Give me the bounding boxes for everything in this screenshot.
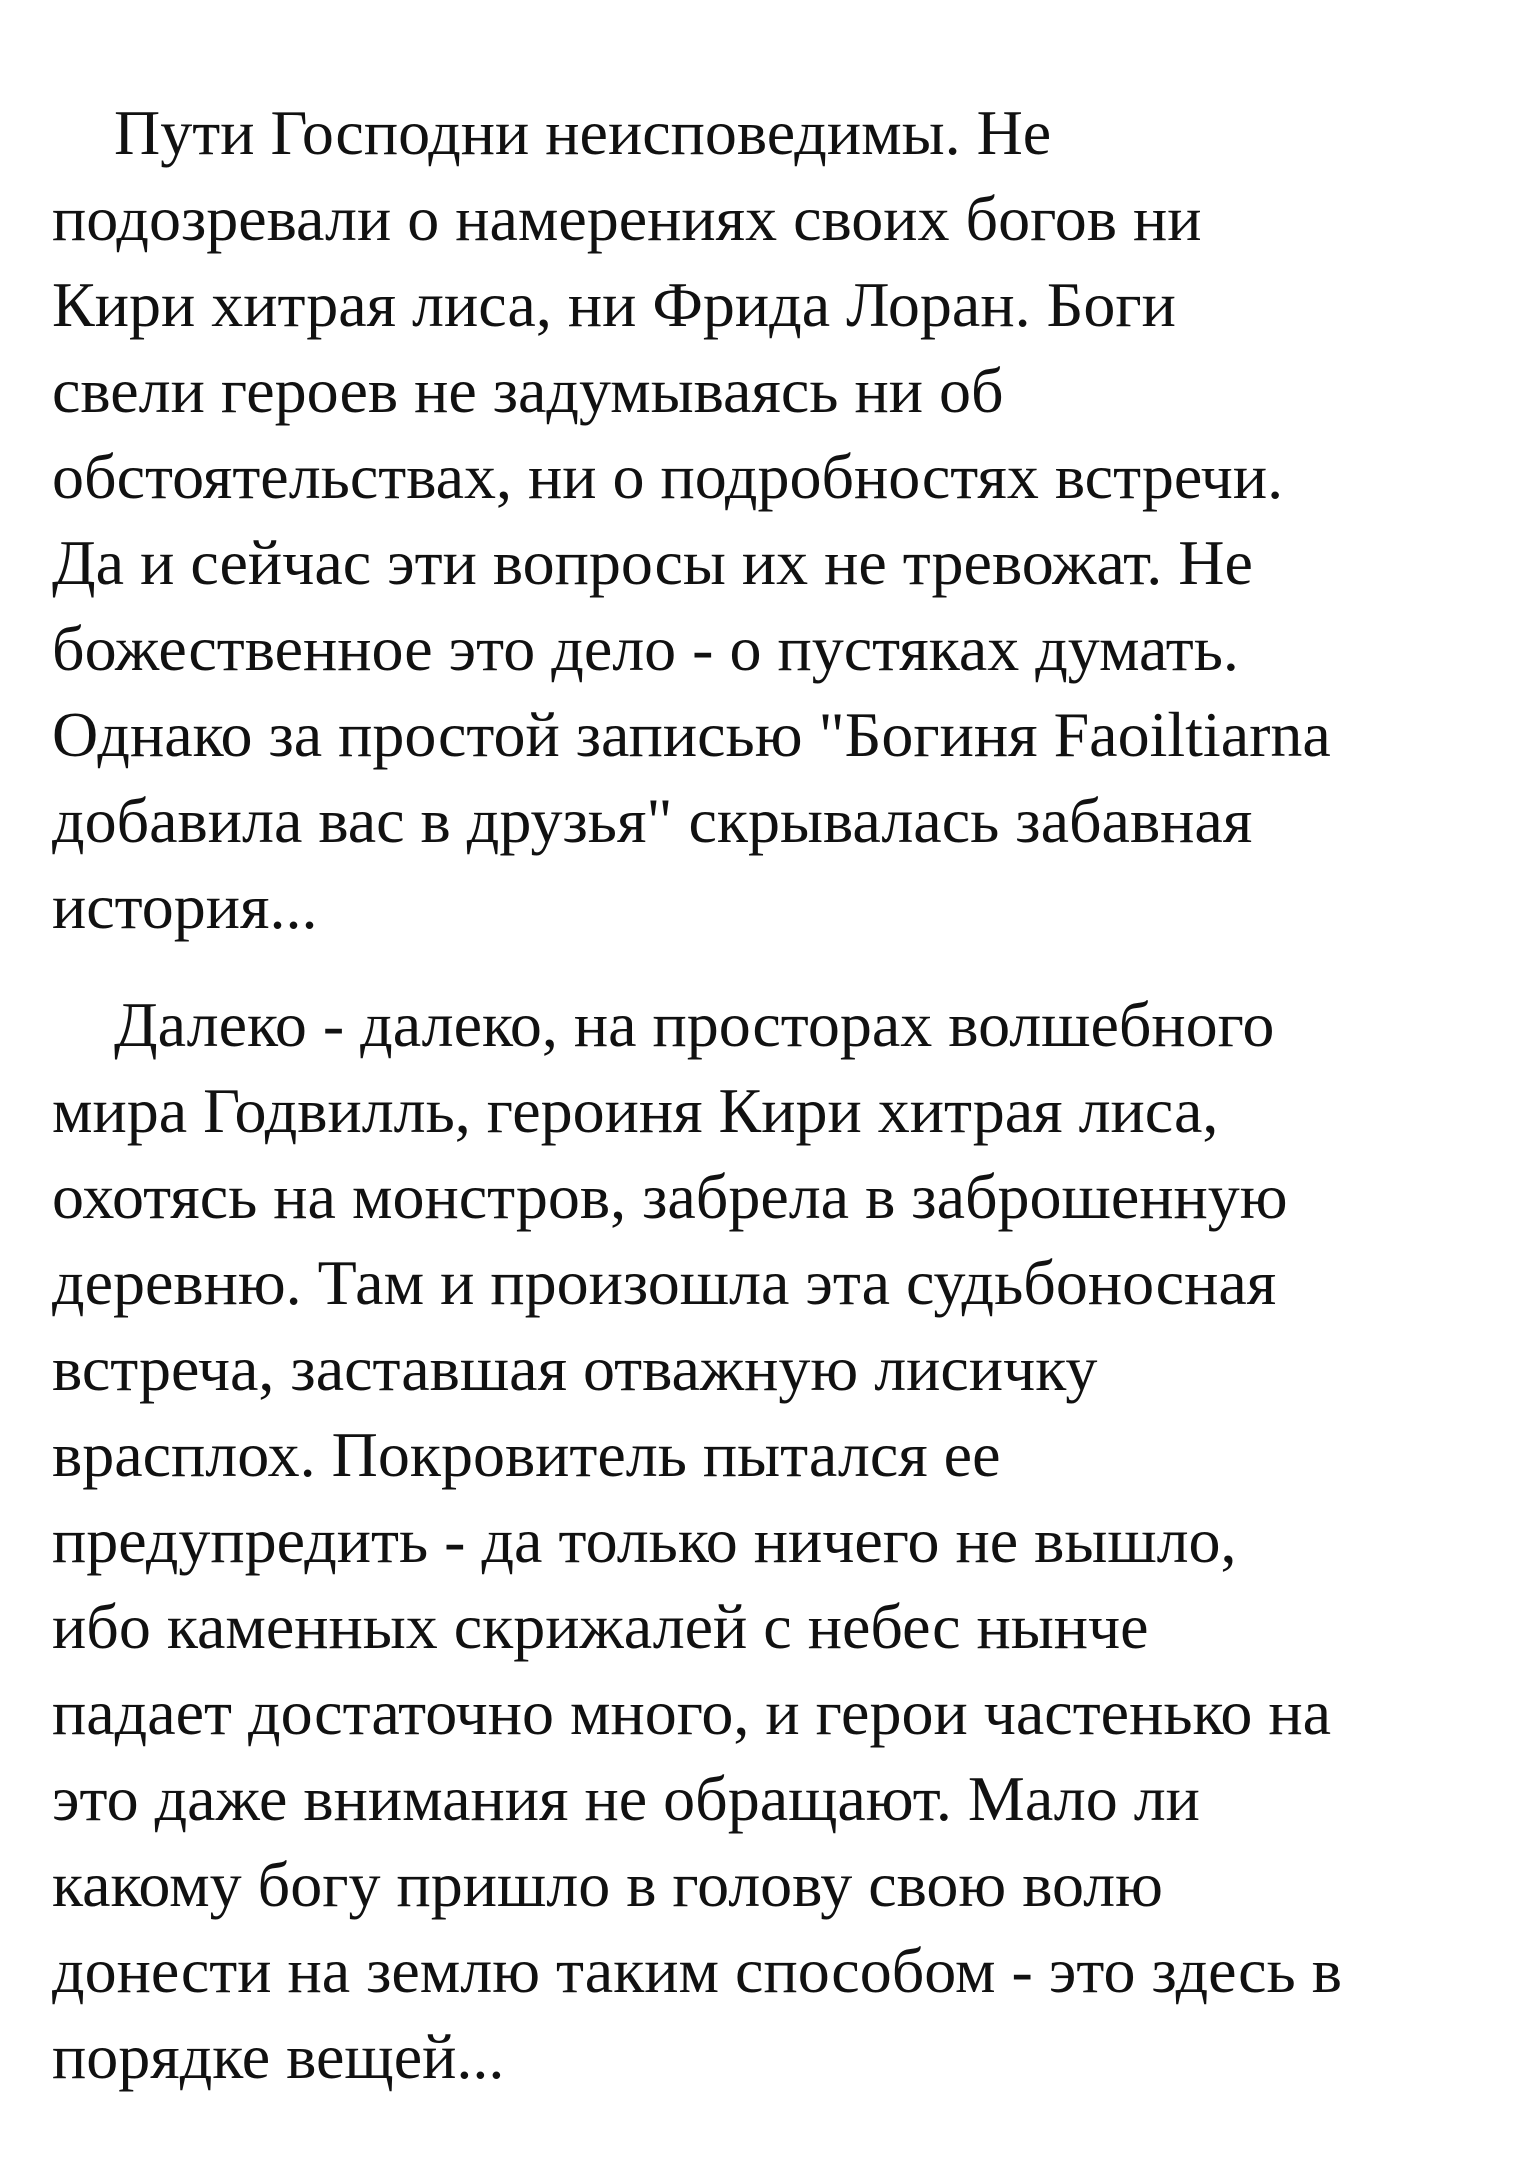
- text-line: Далеко - далеко, на просторах волшебного: [114, 989, 1275, 1060]
- text-line: порядке вещей...: [52, 2021, 505, 2092]
- text-line: деревню. Там и произошла эта судьбоносная: [52, 1247, 1277, 1318]
- text-line: добавила вас в друзья" скрывалась забавная: [52, 785, 1253, 856]
- text-line: подозревали о намерениях своих богов ни: [52, 183, 1202, 254]
- text-line: предупредить - да только ничего не вышло,: [52, 1505, 1237, 1576]
- text-line: ибо каменных скрижалей с небес нынче: [52, 1591, 1149, 1662]
- text-line: какому богу пришло в голову свою волю: [52, 1849, 1163, 1920]
- text-line: падает достаточно много, и герои частенько на: [52, 1677, 1331, 1748]
- text-line: история...: [52, 871, 318, 942]
- text-line: врасплох. Покровитель пытался ее: [52, 1419, 1001, 1490]
- text-line: встреча, заставшая отважную лисичку: [52, 1333, 1098, 1404]
- text-line: мира Годвилль, героиня Кири хитрая лиса,: [52, 1075, 1219, 1146]
- text-line: Однако за простой записью "Богиня Faoiltiarna: [52, 699, 1331, 770]
- text-line: Да и сейчас эти вопросы их не тревожат. Не: [52, 527, 1253, 598]
- text-line: свели героев не задумываясь ни об: [52, 355, 1004, 426]
- text-line: донести на землю таким способом - это здесь в: [52, 1935, 1342, 2006]
- paragraph-2: [52, 982, 1522, 2100]
- text-line: божественное это дело - о пустяках думать.: [52, 613, 1239, 684]
- text-line: это даже внимания не обращают. Мало ли: [52, 1763, 1200, 1834]
- text-line: охотясь на монстров, забрела в заброшенную: [52, 1161, 1288, 1232]
- text-line: Кири хитрая лиса, ни Фрида Лоран. Боги: [52, 269, 1176, 340]
- text-line: Пути Господни неисповедимы. Не: [114, 97, 1052, 168]
- paragraph-1: [52, 90, 1522, 950]
- text-line: обстоятельствах, ни о подробностях встречи.: [52, 441, 1284, 512]
